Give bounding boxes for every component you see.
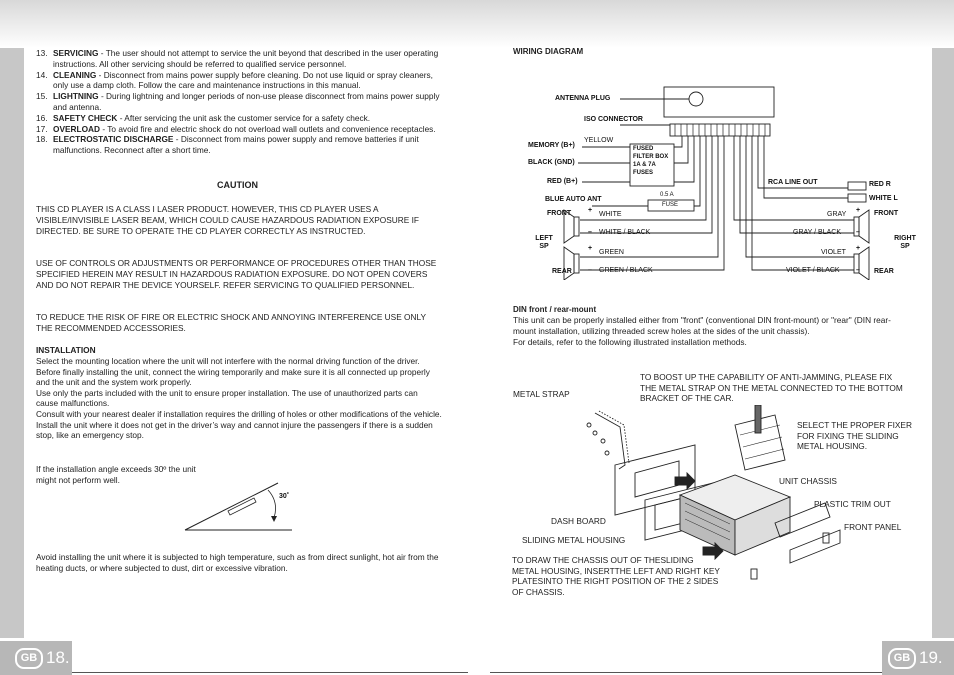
label-unit-chassis: UNIT CHASSIS	[779, 476, 837, 486]
label-plastic-trim: PLASTIC TRIM OUT	[814, 499, 891, 509]
right-margin-band	[932, 48, 954, 638]
polarity-plus: +	[588, 207, 593, 214]
label-yellow: YELLOW	[584, 137, 614, 144]
page-number-left: GB 18.	[15, 648, 70, 669]
front-panel	[790, 530, 840, 563]
metal-strap-holes	[599, 411, 629, 463]
label-select-fixer: SELECT THE PROPER FIXER FOR FIXING THE SLIDING METAL HOUSING.	[797, 420, 912, 452]
label-gray: GRAY	[827, 211, 847, 218]
radio-unit-box	[664, 87, 774, 117]
label-metal-strap: METAL STRAP	[513, 389, 570, 399]
wiring-diagram	[520, 80, 930, 280]
list-item: 18. ELECTROSTATIC DISCHARGE - Disconnect from mains power supply and remove batteries if unit malfunctions. Reconnect after a short time.	[36, 134, 419, 156]
label-white-l: WHITE L	[869, 195, 898, 202]
label-dash-board: DASH BOARD	[551, 516, 606, 526]
installation-angle-diagram	[180, 478, 300, 534]
screw	[601, 439, 605, 443]
screw	[605, 451, 609, 455]
polarity-plus: +	[856, 245, 861, 252]
lang-badge: GB	[15, 648, 43, 669]
screwdriver	[755, 405, 761, 433]
label-red-b: RED (B+)	[547, 178, 578, 185]
label-boost: TO BOOST UP THE CAPABILITY OF ANTI-JAMMING, PLEASE FIX THE METAL STRAP ON THE METAL CONNECTED TO THE BOTTOM BRACKET OF THE CAR.	[640, 372, 903, 404]
antenna-socket	[689, 92, 703, 106]
list-item: 16. SAFETY CHECK - After servicing the unit ask the customer service for a safety check.	[36, 112, 371, 123]
left-front-speaker	[574, 217, 579, 236]
label-left-sp: LEFT SP	[535, 235, 553, 250]
screw	[587, 423, 591, 427]
label-rear-right: REAR	[874, 268, 894, 275]
angle-label: 30˚	[279, 493, 290, 500]
list-item: 13. SERVICING - The user should not attempt to service the unit beyond that described in the user operating instructions. All other servicing should be referred to qualified service personnel.	[36, 48, 439, 69]
label-front-left: FRONT	[547, 210, 572, 217]
label-white-black: WHITE / BLACK	[599, 229, 651, 236]
label-antenna-plug: ANTENNA PLUG	[555, 95, 611, 102]
insert-arrow	[675, 473, 695, 489]
label-green-black: GREEN / BLACK	[599, 267, 653, 274]
avoid-text: Avoid installing the unit where it is subjected to high temperature, such as from direct sunlight, hot air from the heating ducts, or where subjected to dust, dirt or excessive vibration.	[36, 552, 439, 573]
label-fuse-box: FUSED FILTER BOX 1A & 7A FUSES	[633, 146, 669, 176]
footer-rule-left	[72, 672, 468, 673]
label-front-right: FRONT	[874, 210, 899, 217]
caution-heading: CAUTION	[217, 180, 258, 190]
label-gray-black: GRAY / BLACK	[793, 229, 841, 236]
angle-arrow	[271, 516, 277, 522]
label-violet-black: VIOLET / BLACK	[786, 267, 840, 274]
left-rear-cone	[564, 247, 574, 280]
wiring-heading: WIRING DIAGRAM	[513, 47, 584, 56]
angle-arc	[268, 490, 276, 518]
safety-list	[36, 48, 441, 156]
label-memory: MEMORY (B+)	[528, 142, 575, 149]
label-red-r: RED R	[869, 181, 891, 188]
incline-line	[185, 483, 278, 530]
fuse-to-connector	[674, 136, 694, 182]
polarity-plus: +	[856, 207, 861, 214]
key-plate	[751, 569, 757, 579]
caution-paragraph-2: USE OF CONTROLS OR ADJUSTMENTS OR PERFORMANCE OF PROCEDURES OTHER THAN THOSE SPECIFIED HEREIN MAY RESULT IN HAZARDOUS RADIATION EXPOSURE. DO NOT OPEN COVERS AND DO NOT REPAIR THE DEVICE YOURSELF. REFER SERVICING TO QUALIFIED PERSONNEL.	[36, 258, 437, 290]
metal-strap	[595, 413, 625, 469]
rca-wires	[758, 136, 848, 198]
auto-ant-to-connector	[694, 136, 700, 206]
angle-text: If the installation angle exceeds 30º the unit might not perform well.	[36, 464, 196, 485]
polarity-minus: –	[856, 267, 860, 274]
dash-board-opening	[635, 461, 679, 497]
label-draw-chassis: TO DRAW THE CHASSIS OUT OF THESLIDING METAL HOUSING, INSERTTHE LEFT AND RIGHT KEY PLATESINTO THE RIGHT POSITION OF THE 2 SIDES OF CHASSIS.	[512, 555, 720, 597]
page-number-right: GB 19.	[888, 648, 943, 669]
caution-paragraph-3: TO REDUCE THE RISK OF FIRE OR ELECTRIC SHOCK AND ANNOYING INTERFERENCE USE ONLY THE RECOMMENDED ACCESSORIES.	[36, 312, 426, 333]
label-black-gnd: BLACK (GND)	[528, 159, 575, 166]
rca-red-plug	[848, 182, 866, 190]
right-rear-cone	[859, 247, 869, 280]
iso-connector	[670, 124, 770, 136]
label-right-sp: RIGHT SP	[894, 235, 916, 250]
label-violet: VIOLET	[821, 249, 846, 256]
caution-paragraph-1: THIS CD PLAYER IS A CLASS I LASER PRODUCT. HOWEVER, THIS CD PLAYER USES A VISIBLE/INVISIBLE LASER BEAM, WHICH COULD CAUSE HAZARDOUS RADIATION EXPOSURE IF DIRECTED. BE SURE TO OPERATE THE CD PLAYER CORRECTLY AS INSTRUCTED.	[36, 204, 419, 236]
left-rear-speaker	[574, 254, 579, 273]
label-front-panel: FRONT PANEL	[844, 522, 902, 532]
screw	[593, 431, 597, 435]
top-header-band	[0, 0, 954, 48]
polarity-minus: –	[856, 229, 860, 236]
polarity-plus: +	[588, 245, 593, 252]
polarity-minus: –	[588, 229, 592, 236]
label-iso-connector: ISO CONNECTOR	[584, 116, 643, 123]
din-text-2: For details, refer to the following illustrated installation methods.	[513, 337, 747, 347]
left-margin-band	[0, 48, 24, 638]
label-blue-auto-ant: BLUE AUTO ANT	[545, 196, 602, 203]
label-rear-left: REAR	[552, 268, 572, 275]
list-item: 17. OVERLOAD - To avoid fire and electric shock do not overload wall outlets and convenience receptacles.	[36, 123, 436, 134]
installation-heading: INSTALLATION	[36, 345, 96, 355]
label-fuse-rating: 0.5 A	[660, 192, 674, 198]
lang-badge: GB	[888, 648, 916, 669]
rca-white-plug	[848, 194, 866, 202]
din-text: This unit can be properly installed either from "front" (conventional DIN front-mount) or "rear" (DIN rear-mount installation, utilizing threaded screw holes at the sides of the unit chassis).	[513, 315, 891, 336]
footer-rule-right	[490, 672, 882, 673]
list-item: 15. LIGHTNING - During lightning and longer periods of non-use please disconnect from mains power supply and antenna.	[36, 91, 440, 112]
installation-text: Select the mounting location where the unit will not interfere with the normal driving function of the driver. Before finally installing the unit, connect the wiring temporarily and make sure it is all connected up properly and the unit and the system work properly. Use only the parts included with the unit to ensure proper installation. The use of unauthorized parts can cause malfunctions. Consult with your nearest dealer if installation requires the drilling of holes or other modifications of the vehicle. Install the unit where it does not get in the driver’s way and cannot injure the passengers if there is a sudden stop, like an emergency stop.	[36, 356, 442, 441]
label-fuse: FUSE	[662, 202, 679, 208]
din-heading: DIN front / rear-mount	[513, 305, 597, 314]
right-front-cone	[859, 210, 869, 243]
label-sliding-housing: SLIDING METAL HOUSING	[522, 535, 626, 545]
list-item: 14. CLEANING - Disconnect from mains power supply before cleaning. Do not use liquid or spray cleaners, only use a damp cloth. Follow the care and maintenance instructions in this manual.	[36, 69, 433, 91]
label-green: GREEN	[599, 249, 624, 256]
label-white: WHITE	[599, 211, 622, 218]
label-rca-line-out: RCA LINE OUT	[768, 179, 818, 186]
polarity-minus: –	[588, 267, 592, 274]
